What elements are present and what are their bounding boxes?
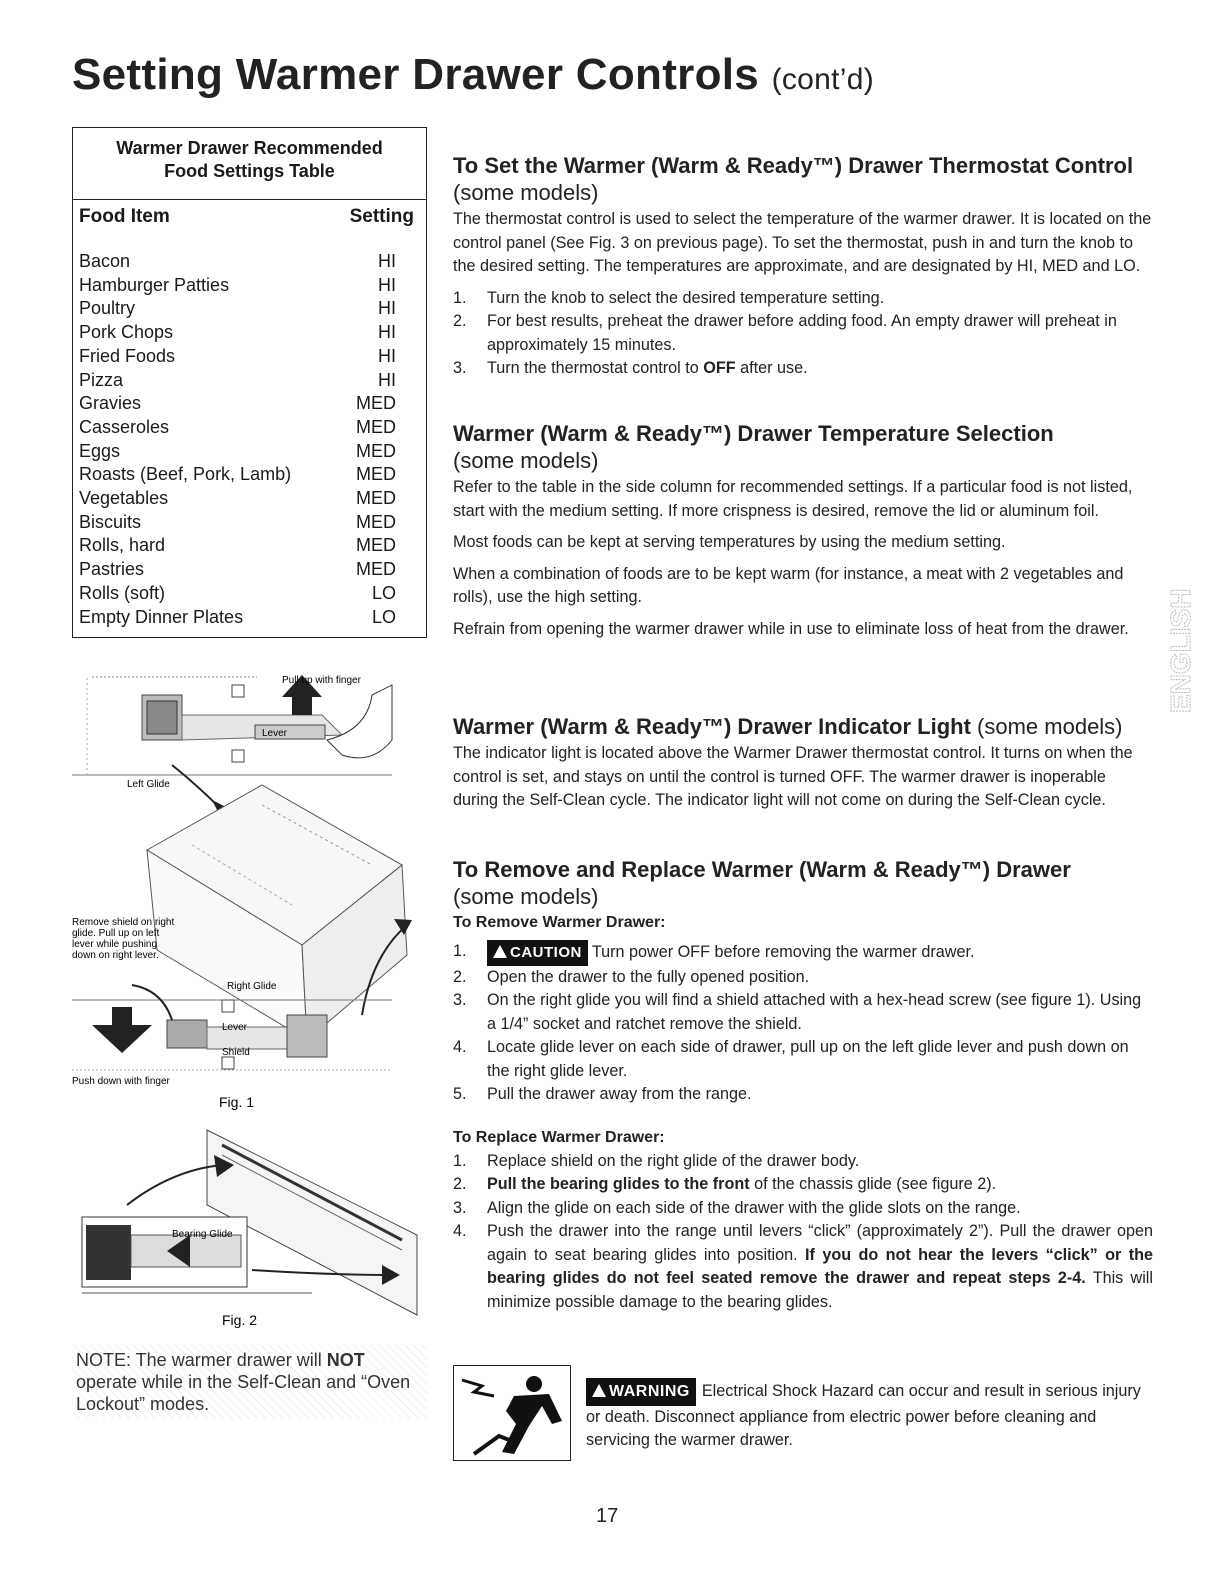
food-item-cell: Biscuits	[79, 511, 142, 532]
step-number: 1.	[453, 1151, 467, 1170]
list-item	[453, 1220, 1153, 1314]
push-down-label: Push down with finger	[72, 1076, 170, 1087]
column-header-setting: Setting	[349, 206, 414, 227]
food-item-cell: Pastries	[79, 559, 145, 580]
step-bold: If you do not hear the levers “click” or the bearing glides do not feel seated remove the drawer and repeat steps 2-4.	[487, 1245, 1154, 1287]
table-heading-line1: Warmer Drawer Recommended	[116, 138, 383, 158]
table-rows	[73, 250, 426, 629]
bearing-glide-label: Bearing Glide	[172, 1229, 233, 1240]
step-number: 3.	[453, 359, 467, 377]
setting-cell: HI	[378, 345, 396, 366]
step-text: Replace shield on the right glide of the drawer body.	[487, 1151, 860, 1170]
food-item-cell: Rolls, hard	[79, 535, 166, 556]
replace-steps	[453, 1150, 1153, 1315]
caution-badge	[487, 940, 588, 966]
setting-cell: MED	[356, 488, 396, 509]
figure-1	[72, 655, 427, 1115]
table-row	[79, 416, 396, 440]
section-heading-temperature	[453, 420, 1153, 474]
table-row	[79, 463, 396, 487]
list-item	[453, 1197, 1153, 1221]
figure-2-illustration	[72, 1125, 427, 1335]
food-item-cell: Casseroles	[79, 416, 170, 437]
step-number: 3.	[453, 1198, 467, 1217]
setting-cell: HI	[378, 369, 396, 390]
side-tab-label: ENGLISH	[1165, 588, 1196, 713]
table-row	[79, 321, 396, 345]
heading-subtext: (some models)	[453, 448, 599, 473]
heading-subtext: (some models)	[453, 884, 599, 909]
remove-steps	[453, 940, 1153, 1107]
section-indicator-light	[453, 713, 1153, 813]
language-side-tab	[1158, 573, 1198, 713]
caution-label: CAUTION	[510, 944, 582, 961]
setting-cell: HI	[378, 251, 396, 271]
heading-text: To Remove and Replace Warmer (Warm & Ready™) Drawer	[453, 857, 1071, 882]
electrical-shock-icon-box	[453, 1365, 571, 1461]
lever-top-label: Lever	[262, 728, 288, 739]
remove-shield-label: Remove shield on right glide. Pull up on left lever while pushing down on right lever.	[72, 917, 175, 961]
thermostat-paragraph: The thermostat control is used to select the temperature of the warmer drawer. It is located on the control panel (See Fig. 3 on previous page). To set the thermostat, push in and turn the knob to the desired setting. The temperatures are approximate, and are designated by HI, MED and LO.	[453, 210, 1152, 275]
food-item-cell: Gravies	[79, 393, 142, 414]
food-item-cell: Rolls (soft)	[79, 582, 166, 603]
food-item-cell: Roasts (Beef, Pork, Lamb)	[79, 464, 292, 485]
lever-bottom-label: Lever	[222, 1022, 248, 1033]
setting-cell: LO	[371, 582, 396, 603]
step-text: For best results, preheat the drawer before adding food. An empty drawer will preheat in approximately 15 minutes.	[487, 312, 1117, 354]
heading-text: To Set the Warmer (Warm & Ready™) Drawer Thermostat Control	[453, 153, 1134, 178]
food-item-cell: Eggs	[79, 440, 121, 461]
setting-cell: MED	[356, 511, 396, 532]
table-row	[79, 534, 396, 558]
page-title	[72, 50, 874, 100]
food-item-cell: Hamburger Patties	[79, 274, 230, 295]
list-item	[453, 310, 1153, 357]
list-item	[453, 287, 1153, 311]
food-item-cell: Vegetables	[79, 488, 169, 509]
setting-cell: MED	[356, 416, 396, 437]
note-self-clean	[72, 1345, 427, 1419]
section-temperature-selection	[453, 420, 1153, 641]
warning-badge	[586, 1378, 696, 1406]
setting-cell: MED	[356, 559, 396, 580]
section-heading-indicator	[453, 713, 1153, 740]
list-item	[453, 1173, 1153, 1197]
language-side-tab-graphic	[1158, 573, 1198, 713]
table-row	[79, 392, 396, 416]
indicator-paragraph: The indicator light is located above the Warmer Drawer thermostat control. It turns on when the control is set, and stays on until the control is turned OFF. The warmer drawer is inoperable during the Self-Clean cycle. The indicator light will not come on during the Self-Clean cycle.	[453, 744, 1133, 809]
step-text: after use.	[735, 359, 808, 377]
table-heading	[73, 128, 426, 200]
note-bold: NOT	[326, 1350, 365, 1370]
shield-label: Shield	[222, 1047, 250, 1058]
temperature-paragraph-3: When a combination of foods are to be kept warm (for instance, a meat with 2 vegetables and rolls), use the high setting.	[453, 564, 1124, 606]
temperature-paragraph-2: Most foods can be kept at serving temperatures by using the medium setting.	[453, 533, 1006, 551]
table-row	[79, 582, 396, 606]
table-row	[79, 250, 396, 274]
food-item-cell: Pizza	[79, 369, 124, 390]
setting-cell: LO	[371, 606, 396, 627]
step-number: 1.	[453, 942, 467, 960]
table-row	[79, 274, 396, 298]
replace-drawer-heading: To Replace Warmer Drawer:	[453, 1128, 665, 1146]
step-number: 1.	[453, 288, 467, 307]
table-row	[79, 487, 396, 511]
column-header-food: Food Item	[79, 206, 170, 227]
page-number: 17	[596, 1505, 619, 1527]
step-number: 4.	[453, 1038, 467, 1056]
section-remove-replace	[453, 856, 1153, 1314]
figure-1-illustration	[72, 655, 427, 1115]
step-text: Turn the thermostat control to	[487, 359, 704, 377]
note-suffix: operate while in the Self-Clean and “Oven Lockout” modes.	[76, 1372, 411, 1414]
table-heading-line2: Food Settings Table	[164, 161, 335, 181]
step-number: 2.	[453, 967, 467, 986]
step-text: This will minimize possible damage to the bearing glides.	[487, 1269, 1153, 1311]
setting-cell: MED	[356, 393, 396, 414]
temperature-paragraph-4: Refrain from opening the warmer drawer while in use to eliminate loss of heat from the drawer.	[453, 619, 1129, 638]
step-number: 5.	[453, 1085, 467, 1103]
figure-2-caption: Fig. 2	[222, 1312, 258, 1328]
list-item	[453, 1083, 1153, 1107]
list-item	[453, 940, 1153, 966]
step-number: 3.	[453, 991, 467, 1009]
warning-label: WARNING	[609, 1383, 690, 1400]
food-item-cell: Fried Foods	[79, 345, 176, 366]
step-text: On the right glide you will find a shield attached with a hex-head screw (see figure 1). Using a 1/4” socket and ratchet remove the shield.	[487, 991, 1142, 1033]
heading-text: Warmer (Warm & Ready™) Drawer Temperature Selection	[453, 421, 1054, 446]
temperature-paragraph-1: Refer to the table in the side column for recommended settings. If a particular food is not listed, start with the medium setting. If more crispness is desired, remove the lid or aluminum foil.	[453, 478, 1133, 520]
step-text: Turn power OFF before removing the warmer drawer.	[591, 943, 975, 961]
table-row	[79, 511, 396, 535]
table-row	[79, 440, 396, 464]
warning-triangle-icon	[493, 945, 507, 958]
table-row	[79, 558, 396, 582]
remove-drawer-heading: To Remove Warmer Drawer:	[453, 914, 666, 931]
right-glide-label: Right Glide	[227, 981, 277, 992]
left-glide-label: Left Glide	[127, 779, 170, 790]
figure-1-caption: Fig. 1	[219, 1094, 255, 1110]
heading-subtext: (some models)	[453, 180, 599, 205]
list-item	[453, 966, 1153, 990]
warning-text	[586, 1378, 1151, 1453]
thermostat-steps	[453, 287, 1153, 381]
section-heading-remove-replace	[453, 856, 1153, 910]
step-number: 2.	[453, 312, 467, 330]
note-prefix: NOTE: The warmer drawer will	[76, 1350, 327, 1370]
list-item	[453, 1150, 1153, 1174]
table-row	[79, 345, 396, 369]
setting-cell: HI	[378, 298, 396, 319]
table-row	[79, 606, 396, 630]
pull-up-label: Pull up with finger	[282, 675, 361, 686]
step-text: Open the drawer to the fully opened position.	[487, 967, 810, 986]
page-title-main: Setting Warmer Drawer Controls	[72, 50, 760, 99]
step-text: of the chassis glide (see figure 2).	[749, 1175, 997, 1193]
section-heading-thermostat	[453, 152, 1153, 206]
heading-text: Warmer (Warm & Ready™) Drawer Indicator Light	[453, 714, 971, 739]
step-text: Push the drawer into the range until levers “click” (approximately 2”). Pull the drawer open again to seat bearing glides into position.	[487, 1222, 1153, 1264]
food-item-cell: Poultry	[79, 298, 136, 319]
step-bold: Pull the bearing glides to the front	[487, 1175, 750, 1193]
setting-cell: HI	[378, 274, 396, 295]
food-item-cell: Pork Chops	[79, 322, 174, 343]
step-text: Locate glide lever on each side of drawer, pull up on the left glide lever and push down on the right glide lever.	[487, 1038, 1129, 1080]
list-item	[453, 989, 1153, 1036]
step-bold: OFF	[703, 359, 736, 377]
page-title-continued: (cont’d)	[771, 63, 875, 96]
section-thermostat-control	[453, 152, 1153, 381]
heading-subtext: (some models)	[977, 714, 1123, 739]
food-item-cell: Empty Dinner Plates	[79, 606, 244, 627]
warning-triangle-icon	[592, 1384, 606, 1397]
setting-cell: MED	[356, 440, 396, 461]
electrical-shock-icon	[454, 1366, 569, 1459]
figure-2	[72, 1125, 427, 1335]
food-settings-table	[72, 127, 427, 638]
step-text: Pull the drawer away from the range.	[487, 1085, 752, 1103]
warning-message: Electrical Shock Hazard can occur and result in serious injury or death. Disconnect appliance from electric power before cleaning and servicing the warmer drawer.	[586, 1382, 1141, 1449]
setting-cell: MED	[356, 535, 396, 556]
setting-cell: HI	[378, 322, 396, 343]
step-number: 2.	[453, 1175, 467, 1193]
table-column-headers	[73, 200, 426, 250]
food-item-cell: Bacon	[79, 251, 131, 271]
step-number: 4.	[453, 1222, 467, 1240]
table-row	[79, 369, 396, 393]
list-item	[453, 1036, 1153, 1083]
step-text: Turn the knob to select the desired temperature setting.	[487, 288, 885, 307]
step-text: Align the glide on each side of the drawer with the glide slots on the range.	[487, 1198, 1021, 1217]
table-row	[79, 297, 396, 321]
setting-cell: MED	[356, 464, 396, 485]
list-item	[453, 357, 1153, 381]
